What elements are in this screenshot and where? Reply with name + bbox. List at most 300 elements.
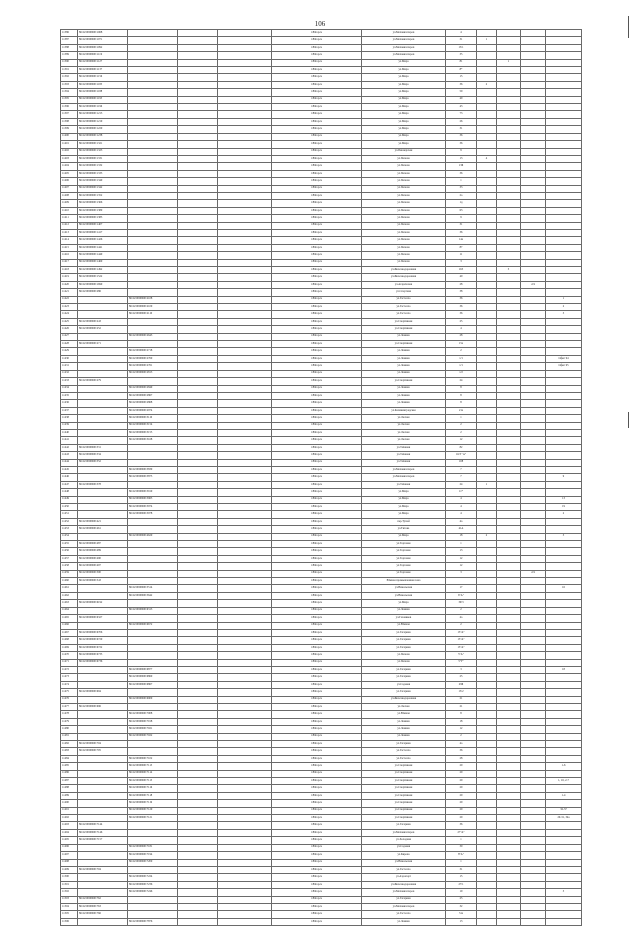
extra-field-3 bbox=[521, 629, 546, 636]
street-cell: ул.Лесная bbox=[362, 422, 446, 429]
street-cell: ул.Ленина bbox=[362, 363, 446, 370]
cadastral-number-extra bbox=[178, 118, 218, 125]
cadastral-number bbox=[78, 407, 128, 414]
extra-field-1 bbox=[477, 489, 497, 496]
cadastral-number-extra bbox=[178, 178, 218, 185]
cadastral-number: 86:22:0000000:1321 bbox=[78, 141, 128, 148]
street-cell: ул.Попова bbox=[362, 252, 446, 259]
cadastral-number: 86:22:0000000:1332 bbox=[78, 163, 128, 170]
house-cell: 12 bbox=[446, 726, 477, 733]
house-cell: 25 bbox=[446, 896, 477, 903]
blank-cell bbox=[218, 859, 272, 866]
extra-field-1 bbox=[477, 392, 497, 399]
table-row bbox=[61, 259, 582, 266]
cadastral-number-alt: 86:22:0000000:7021 bbox=[128, 726, 178, 733]
extra-field-1 bbox=[477, 200, 497, 207]
town-cell: г.Югорск bbox=[272, 666, 362, 673]
extra-field-2 bbox=[497, 555, 521, 562]
town-cell: г.Югорск bbox=[272, 718, 362, 725]
extra-field-2 bbox=[497, 452, 521, 459]
table-row bbox=[61, 555, 582, 562]
house-cell: 36 bbox=[446, 311, 477, 318]
cadastral-number: 86:22:0000000:1426 bbox=[78, 237, 128, 244]
extra-field-1 bbox=[477, 496, 497, 503]
apartment-note bbox=[546, 341, 582, 348]
record-number: 11418 bbox=[61, 267, 78, 274]
street-cell: ул.Мира bbox=[362, 104, 446, 111]
table-row bbox=[61, 392, 582, 399]
extra-field-3 bbox=[521, 89, 546, 96]
town-cell: г.Югорск bbox=[272, 267, 362, 274]
house-cell: 59 bbox=[446, 89, 477, 96]
blank-cell bbox=[218, 829, 272, 836]
street-cell: ул.Гагарина bbox=[362, 666, 446, 673]
apartment-note bbox=[546, 718, 582, 725]
table-row bbox=[61, 185, 582, 192]
extra-field-3 bbox=[521, 666, 546, 673]
street-cell: ул.Мира bbox=[362, 89, 446, 96]
cadastral-number: 86:22:0000000:1156 bbox=[78, 74, 128, 81]
blank-cell bbox=[218, 96, 272, 103]
table-row bbox=[61, 778, 582, 785]
apartment-note: 1 bbox=[546, 296, 582, 303]
extra-field-1 bbox=[477, 918, 497, 925]
extra-field-3 bbox=[521, 207, 546, 214]
apartment-note: 1-4 bbox=[546, 792, 582, 799]
apartment-note bbox=[546, 748, 582, 755]
cadastral-number-alt bbox=[128, 629, 178, 636]
house-cell: 1д bbox=[446, 200, 477, 207]
record-number: 11472 bbox=[61, 666, 78, 673]
street-cell: ул.Ленина bbox=[362, 733, 446, 740]
table-row bbox=[61, 333, 582, 340]
house-cell: 8 bbox=[446, 400, 477, 407]
cadastral-number-extra bbox=[178, 237, 218, 244]
record-number: 11491 bbox=[61, 807, 78, 814]
extra-field-2 bbox=[497, 681, 521, 688]
town-cell: г.Югорск bbox=[272, 437, 362, 444]
cadastral-number-alt bbox=[128, 170, 178, 177]
extra-field-2 bbox=[497, 222, 521, 229]
extra-field-2 bbox=[497, 852, 521, 859]
record-number: 11470 bbox=[61, 652, 78, 659]
record-number: 11476 bbox=[61, 696, 78, 703]
record-number: 11490 bbox=[61, 800, 78, 807]
street-cell: ул.Лесная bbox=[362, 437, 446, 444]
cadastral-number-extra bbox=[178, 244, 218, 251]
town-cell: г.Югорск bbox=[272, 355, 362, 362]
blank-cell bbox=[218, 459, 272, 466]
house-cell: 36 bbox=[446, 296, 477, 303]
cadastral-number-extra bbox=[178, 659, 218, 666]
town-cell: г.Югорск bbox=[272, 452, 362, 459]
town-cell: г.Югорск bbox=[272, 644, 362, 651]
town-cell: г.Югорск bbox=[272, 363, 362, 370]
cadastral-number: 86:22:0000000:378 bbox=[78, 481, 128, 488]
record-number: 11402 bbox=[61, 148, 78, 155]
cadastral-number-extra bbox=[178, 481, 218, 488]
cadastral-number-alt bbox=[128, 652, 178, 659]
extra-field-3 bbox=[521, 437, 546, 444]
town-cell: г.Югорск bbox=[272, 866, 362, 873]
extra-field-1 bbox=[477, 555, 497, 562]
street-cell: ул.Попова bbox=[362, 185, 446, 192]
extra-field-3 bbox=[521, 481, 546, 488]
cadastral-number-extra bbox=[178, 52, 218, 59]
extra-field-3 bbox=[521, 474, 546, 481]
record-number: 11407 bbox=[61, 185, 78, 192]
extra-field-3 bbox=[521, 200, 546, 207]
cadastral-number bbox=[78, 800, 128, 807]
apartment-note bbox=[546, 541, 582, 548]
cadastral-number bbox=[78, 889, 128, 896]
extra-field-2 bbox=[497, 207, 521, 214]
town-cell: г.Югорск bbox=[272, 518, 362, 525]
street-cell: ул.Агаричская bbox=[362, 281, 446, 288]
blank-cell bbox=[218, 726, 272, 733]
extra-field-1 bbox=[477, 718, 497, 725]
cadastral-number-alt: 86:22:0000000:6672 bbox=[128, 622, 178, 629]
house-cell: 13Б bbox=[446, 163, 477, 170]
street-cell: ул.Попова bbox=[362, 178, 446, 185]
extra-field-3 bbox=[521, 644, 546, 651]
table-row bbox=[61, 792, 582, 799]
record-number: 11480 bbox=[61, 726, 78, 733]
town-cell: г.Югорск bbox=[272, 200, 362, 207]
extra-field-3 bbox=[521, 267, 546, 274]
town-cell: г.Югорск bbox=[272, 274, 362, 281]
extra-field-1 bbox=[477, 170, 497, 177]
cadastral-number-alt: 86:22:0000000:2109 bbox=[128, 304, 178, 311]
street-cell: ул.Торговая bbox=[362, 555, 446, 562]
extra-field-1 bbox=[477, 289, 497, 296]
town-cell: г.Югорск bbox=[272, 541, 362, 548]
cadastral-number-extra bbox=[178, 370, 218, 377]
extra-field-2 bbox=[497, 570, 521, 577]
town-cell: г.Югорск bbox=[272, 74, 362, 81]
cadastral-number-extra bbox=[178, 296, 218, 303]
apartment-note bbox=[546, 407, 582, 414]
extra-field-1 bbox=[477, 570, 497, 577]
blank-cell bbox=[218, 215, 272, 222]
cadastral-number-extra bbox=[178, 444, 218, 451]
table-row bbox=[61, 267, 582, 274]
cadastral-number: 86:22:0000000:286 bbox=[78, 289, 128, 296]
cadastral-number-alt: 86:22:0000000:3110 bbox=[128, 415, 178, 422]
apartment-note bbox=[546, 30, 582, 37]
apartment-note bbox=[546, 252, 582, 259]
house-cell: 12 bbox=[446, 437, 477, 444]
extra-field-1 bbox=[477, 770, 497, 777]
record-number: 11464 bbox=[61, 607, 78, 614]
town-cell: г.Югорск bbox=[272, 170, 362, 177]
extra-field-2 bbox=[497, 911, 521, 918]
blank-cell bbox=[218, 44, 272, 51]
house-cell: 29 bbox=[446, 792, 477, 799]
cadastral-number-extra bbox=[178, 252, 218, 259]
table-row bbox=[61, 429, 582, 436]
extra-field-2 bbox=[497, 444, 521, 451]
cadastral-number-extra bbox=[178, 622, 218, 629]
town-cell: г.Югорск bbox=[272, 778, 362, 785]
apartment-note: 9 bbox=[546, 474, 582, 481]
cadastral-number-extra bbox=[178, 578, 218, 585]
blank-cell bbox=[218, 741, 272, 748]
town-cell: г.Югорск bbox=[272, 252, 362, 259]
record-number: 11482 bbox=[61, 741, 78, 748]
apartment-note bbox=[546, 385, 582, 392]
cadastral-number-extra bbox=[178, 148, 218, 155]
blank-cell bbox=[218, 541, 272, 548]
town-cell: г.Югорск bbox=[272, 237, 362, 244]
table-row bbox=[61, 866, 582, 873]
record-number: 11441 bbox=[61, 437, 78, 444]
blank-cell bbox=[218, 385, 272, 392]
cadastral-number-alt bbox=[128, 52, 178, 59]
cadastral-number-extra bbox=[178, 815, 218, 822]
street-cell: ул.Спортивная bbox=[362, 341, 446, 348]
table-row bbox=[61, 607, 582, 614]
street-cell: ул.Мира bbox=[362, 126, 446, 133]
blank-cell bbox=[218, 696, 272, 703]
apartment-note bbox=[546, 674, 582, 681]
street-cell: ул.Мира bbox=[362, 111, 446, 118]
apartment-note bbox=[546, 170, 582, 177]
apartment-note: 1, 16, 2-7 bbox=[546, 778, 582, 785]
cadastral-number-alt bbox=[128, 741, 178, 748]
table-row bbox=[61, 548, 582, 555]
cadastral-number-extra bbox=[178, 74, 218, 81]
extra-field-3 bbox=[521, 659, 546, 666]
town-cell: г.Югорск bbox=[272, 726, 362, 733]
house-cell: 29 bbox=[446, 785, 477, 792]
record-number: 11391 bbox=[61, 67, 78, 74]
cadastral-number-extra bbox=[178, 548, 218, 555]
table-row bbox=[61, 52, 582, 59]
cadastral-number-extra bbox=[178, 311, 218, 318]
cadastral-number-extra bbox=[178, 207, 218, 214]
street-cell: ул.Попова bbox=[362, 200, 446, 207]
extra-field-2 bbox=[497, 511, 521, 518]
town-cell: г.Югорск bbox=[272, 785, 362, 792]
cadastral-number: 86:22:0000000:6720 bbox=[78, 637, 128, 644]
town-cell: г.Югорск bbox=[272, 748, 362, 755]
extra-field-2 bbox=[497, 822, 521, 829]
house-cell: 49 bbox=[446, 96, 477, 103]
apartment-note bbox=[546, 659, 582, 666]
apartment-note bbox=[546, 400, 582, 407]
street-cell: ул.Попова bbox=[362, 163, 446, 170]
town-cell: г.Югорск bbox=[272, 896, 362, 903]
cadastral-number: 86:22:0000000:489 bbox=[78, 548, 128, 555]
town-cell: г.Югорск bbox=[272, 770, 362, 777]
extra-field-1 bbox=[477, 703, 497, 710]
record-number: 11440 bbox=[61, 429, 78, 436]
apartment-note bbox=[546, 133, 582, 140]
apartment-note bbox=[546, 703, 582, 710]
town-cell: г.Югорск bbox=[272, 681, 362, 688]
apartment-note: 3 bbox=[546, 533, 582, 540]
blank-cell bbox=[218, 792, 272, 799]
table-row bbox=[61, 89, 582, 96]
blank-cell bbox=[218, 659, 272, 666]
extra-field-2 bbox=[497, 755, 521, 762]
extra-field-3 bbox=[521, 622, 546, 629]
extra-field-2 bbox=[497, 163, 521, 170]
extra-field-1 bbox=[477, 296, 497, 303]
house-cell: 17 bbox=[446, 585, 477, 592]
cadastral-number-extra bbox=[178, 126, 218, 133]
extra-field-2 bbox=[497, 807, 521, 814]
extra-field-2 bbox=[497, 615, 521, 622]
cadastral-number: 86:22:0000000:1407 bbox=[78, 222, 128, 229]
extra-field-2 bbox=[497, 304, 521, 311]
extra-field-2 bbox=[497, 237, 521, 244]
extra-field-3 bbox=[521, 163, 546, 170]
cadastral-number bbox=[78, 859, 128, 866]
blank-cell bbox=[218, 289, 272, 296]
extra-field-3 bbox=[521, 555, 546, 562]
extra-field-2 bbox=[497, 533, 521, 540]
record-number: 11456 bbox=[61, 548, 78, 555]
town-cell: г.Югорск bbox=[272, 489, 362, 496]
town-cell: г.Югорск bbox=[272, 755, 362, 762]
extra-field-3 bbox=[521, 785, 546, 792]
apartment-note bbox=[546, 881, 582, 888]
extra-field-1 bbox=[477, 755, 497, 762]
house-cell: 29 bbox=[446, 778, 477, 785]
cadastral-number-alt bbox=[128, 578, 178, 585]
cadastral-number-alt: 86:22:0000000:7120 bbox=[128, 807, 178, 814]
town-cell: г.Югорск bbox=[272, 207, 362, 214]
house-cell: 12 bbox=[446, 555, 477, 562]
table-row bbox=[61, 837, 582, 844]
apartment-note bbox=[546, 326, 582, 333]
extra-field-3 bbox=[521, 215, 546, 222]
house-cell: 4 bbox=[446, 30, 477, 37]
cadastral-number-alt: 86:22:0000000:6877 bbox=[128, 666, 178, 673]
record-number: 11474 bbox=[61, 681, 78, 688]
blank-cell bbox=[218, 511, 272, 518]
extra-field-1 bbox=[477, 585, 497, 592]
house-cell: 1/2 bbox=[446, 370, 477, 377]
house-cell: 40 bbox=[446, 274, 477, 281]
street-cell: ул.Ленина bbox=[362, 726, 446, 733]
table-row bbox=[61, 474, 582, 481]
cadastral-number bbox=[78, 918, 128, 925]
town-cell: г.Югорск bbox=[272, 474, 362, 481]
street-cell: ул.Мира bbox=[362, 141, 446, 148]
extra-field-2 bbox=[497, 733, 521, 740]
town-cell: г.Югорск bbox=[272, 429, 362, 436]
town-cell: г.Югорск bbox=[272, 889, 362, 896]
extra-field-3 bbox=[521, 259, 546, 266]
street-cell: ул.Спортивная bbox=[362, 318, 446, 325]
record-number: 11495 bbox=[61, 837, 78, 844]
cadastral-number-extra bbox=[178, 363, 218, 370]
town-cell: г.Югорск bbox=[272, 881, 362, 888]
table-row bbox=[61, 148, 582, 155]
blank-cell bbox=[218, 222, 272, 229]
record-number: 11463 bbox=[61, 600, 78, 607]
town-cell: г.Югорск bbox=[272, 44, 362, 51]
table-row bbox=[61, 600, 582, 607]
cadastral-number-alt: 86:22:0000000:7115 bbox=[128, 778, 178, 785]
cadastral-number-alt bbox=[128, 281, 178, 288]
record-number: 11484 bbox=[61, 755, 78, 762]
record-number: 11478 bbox=[61, 711, 78, 718]
extra-field-3 bbox=[521, 400, 546, 407]
apartment-note bbox=[546, 489, 582, 496]
record-number: 11492 bbox=[61, 815, 78, 822]
extra-field-3 bbox=[521, 911, 546, 918]
cadastral-number-alt bbox=[128, 837, 178, 844]
record-number: 11466 bbox=[61, 622, 78, 629]
table-row bbox=[61, 511, 582, 518]
extra-field-1 bbox=[477, 207, 497, 214]
cadastral-number-extra bbox=[178, 192, 218, 199]
street-cell: ул.Ленина bbox=[362, 607, 446, 614]
cadastral-number-extra bbox=[178, 889, 218, 896]
cadastral-number: 86:22:0000000:1342 bbox=[78, 185, 128, 192]
extra-field-3 bbox=[521, 533, 546, 540]
town-cell: г.Югорск bbox=[272, 607, 362, 614]
table-row bbox=[61, 689, 582, 696]
table-row bbox=[61, 59, 582, 66]
blank-cell bbox=[218, 629, 272, 636]
cadastral-number-alt: 86:22:0000000:6860 bbox=[128, 674, 178, 681]
street-cell: ул.Гагарина bbox=[362, 629, 446, 636]
blank-cell bbox=[218, 652, 272, 659]
extra-field-1 bbox=[477, 118, 497, 125]
extra-field-2 bbox=[497, 674, 521, 681]
extra-field-3 bbox=[521, 370, 546, 377]
extra-field-1 bbox=[477, 385, 497, 392]
extra-field-2 bbox=[497, 30, 521, 37]
extra-field-1 bbox=[477, 459, 497, 466]
cadastral-number bbox=[78, 674, 128, 681]
table-row bbox=[61, 200, 582, 207]
extra-field-3 bbox=[521, 703, 546, 710]
cadastral-number-alt bbox=[128, 829, 178, 836]
extra-field-1 bbox=[477, 311, 497, 318]
extra-field-1 bbox=[477, 363, 497, 370]
extra-field-3 bbox=[521, 578, 546, 585]
street-cell: ул.Гагарина bbox=[362, 674, 446, 681]
cadastral-number-extra bbox=[178, 541, 218, 548]
street-cell: ул.Торговая bbox=[362, 563, 446, 570]
cadastral-number-alt bbox=[128, 911, 178, 918]
extra-field-2 bbox=[497, 192, 521, 199]
table-row bbox=[61, 311, 582, 318]
apartment-note bbox=[546, 681, 582, 688]
cadastral-number: 86:22:0000000:352 bbox=[78, 459, 128, 466]
blank-cell bbox=[218, 452, 272, 459]
record-number: 11498 bbox=[61, 859, 78, 866]
cadastral-number-extra bbox=[178, 170, 218, 177]
cadastral-number-extra bbox=[178, 896, 218, 903]
table-row bbox=[61, 637, 582, 644]
apartment-note bbox=[546, 563, 582, 570]
apartment-note: 2 bbox=[546, 304, 582, 311]
extra-field-2 bbox=[497, 348, 521, 355]
extra-field-2 bbox=[497, 274, 521, 281]
cadastral-number-extra bbox=[178, 318, 218, 325]
extra-field-2 bbox=[497, 541, 521, 548]
extra-field-2 bbox=[497, 178, 521, 185]
extra-field-2 bbox=[497, 289, 521, 296]
extra-field-2 bbox=[497, 378, 521, 385]
